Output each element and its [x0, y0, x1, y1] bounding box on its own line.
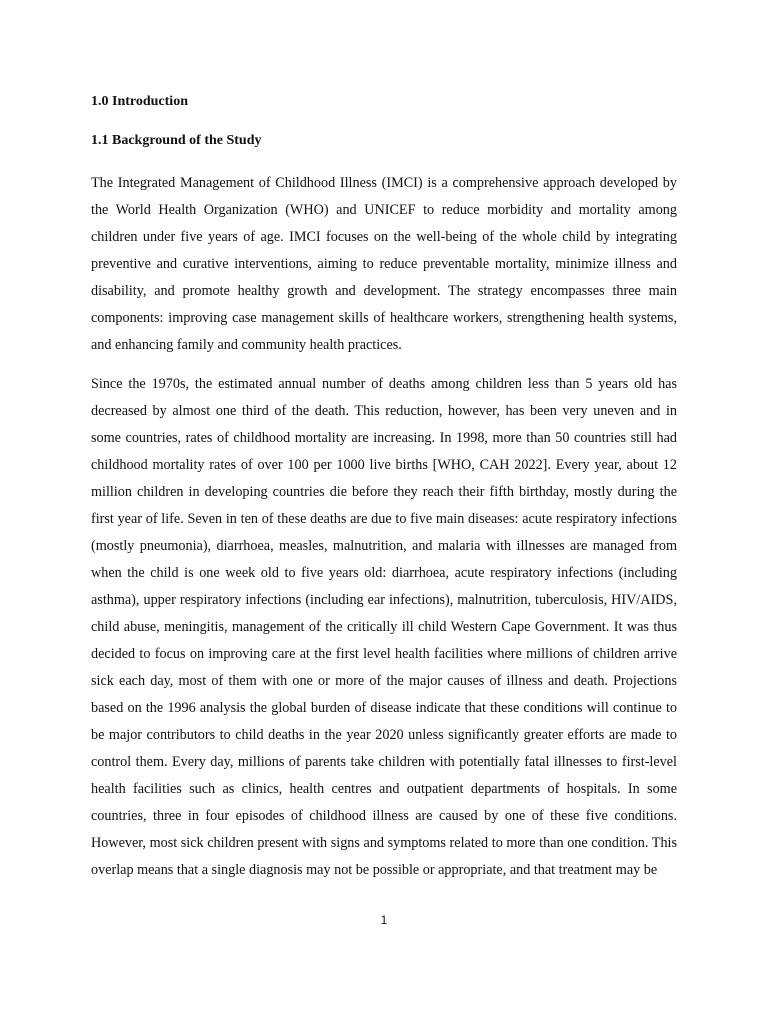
subsection-heading-background: 1.1 Background of the Study [91, 133, 262, 148]
page-number: 1 [380, 913, 388, 927]
paragraph-childhood-mortality: Since the 1970s, the estimated annual number of deaths among children less than 5 years old has decreased by almost one third of the death. This reduction, however, has been very uneven and in some countries, rates of childhood mortality are increasing. In 1998, more than 50 countries still had childhood mortality rates of over 100 per 1000 live births [WHO, CAH 2022]. Every year, about 12 million children in developing countries die before they reach their fifth birthday, mostly during the first year of life. Seven in ten of these deaths are due to five main diseases: acute respiratory infections (mostly pneumonia), diarrhoea, measles, malnutrition, and malaria with illnesses are managed from when the child is one week old to five years old: diarrhoea, acute respiratory infections (including asthma), upper respiratory infections (including ear infections), malnutrition, tuberculosis, HIV/AIDS, child abuse, meningitis, management of the critically ill child Western Cape Government. It was thus decided to focus on improving care at the first level health facilities where millions of children arrive sick each day, most of them with one or more of the major causes of illness and death. Projections based on the 1996 analysis the global burden of disease indicate that these conditions will continue to be major contributors to child deaths in the year 2020 unless significantly greater efforts are made to control them. Every day, millions of parents take children with potentially fatal illnesses to first-level health facilities such as clinics, health centres and outpatient departments of hospitals. In some countries, three in four episodes of childhood illness are caused by one of these five conditions. However, most sick children present with signs and symptoms related to more than one condition. This overlap means that a single diagnosis may not be possible or appropriate, and that treatment may be [91, 376, 677, 878]
document-body [91, 92, 677, 896]
paragraph-imci-overview: The Integrated Management of Childhood Illness (IMCI) is a comprehensive approach developed by the World Health Organization (WHO) and UNICEF to reduce morbidity and mortality among children under five years of age. IMCI focuses on the well-being of the whole child by integrating preventive and curative interventions, aiming to reduce preventable mortality, minimize illness and disability, and promote healthy growth and development. The strategy encompasses three main components: improving case management skills of healthcare workers, strengthening health systems, and enhancing family and community health practices. [91, 175, 677, 353]
section-heading-introduction: 1.0 Introduction [91, 94, 188, 109]
